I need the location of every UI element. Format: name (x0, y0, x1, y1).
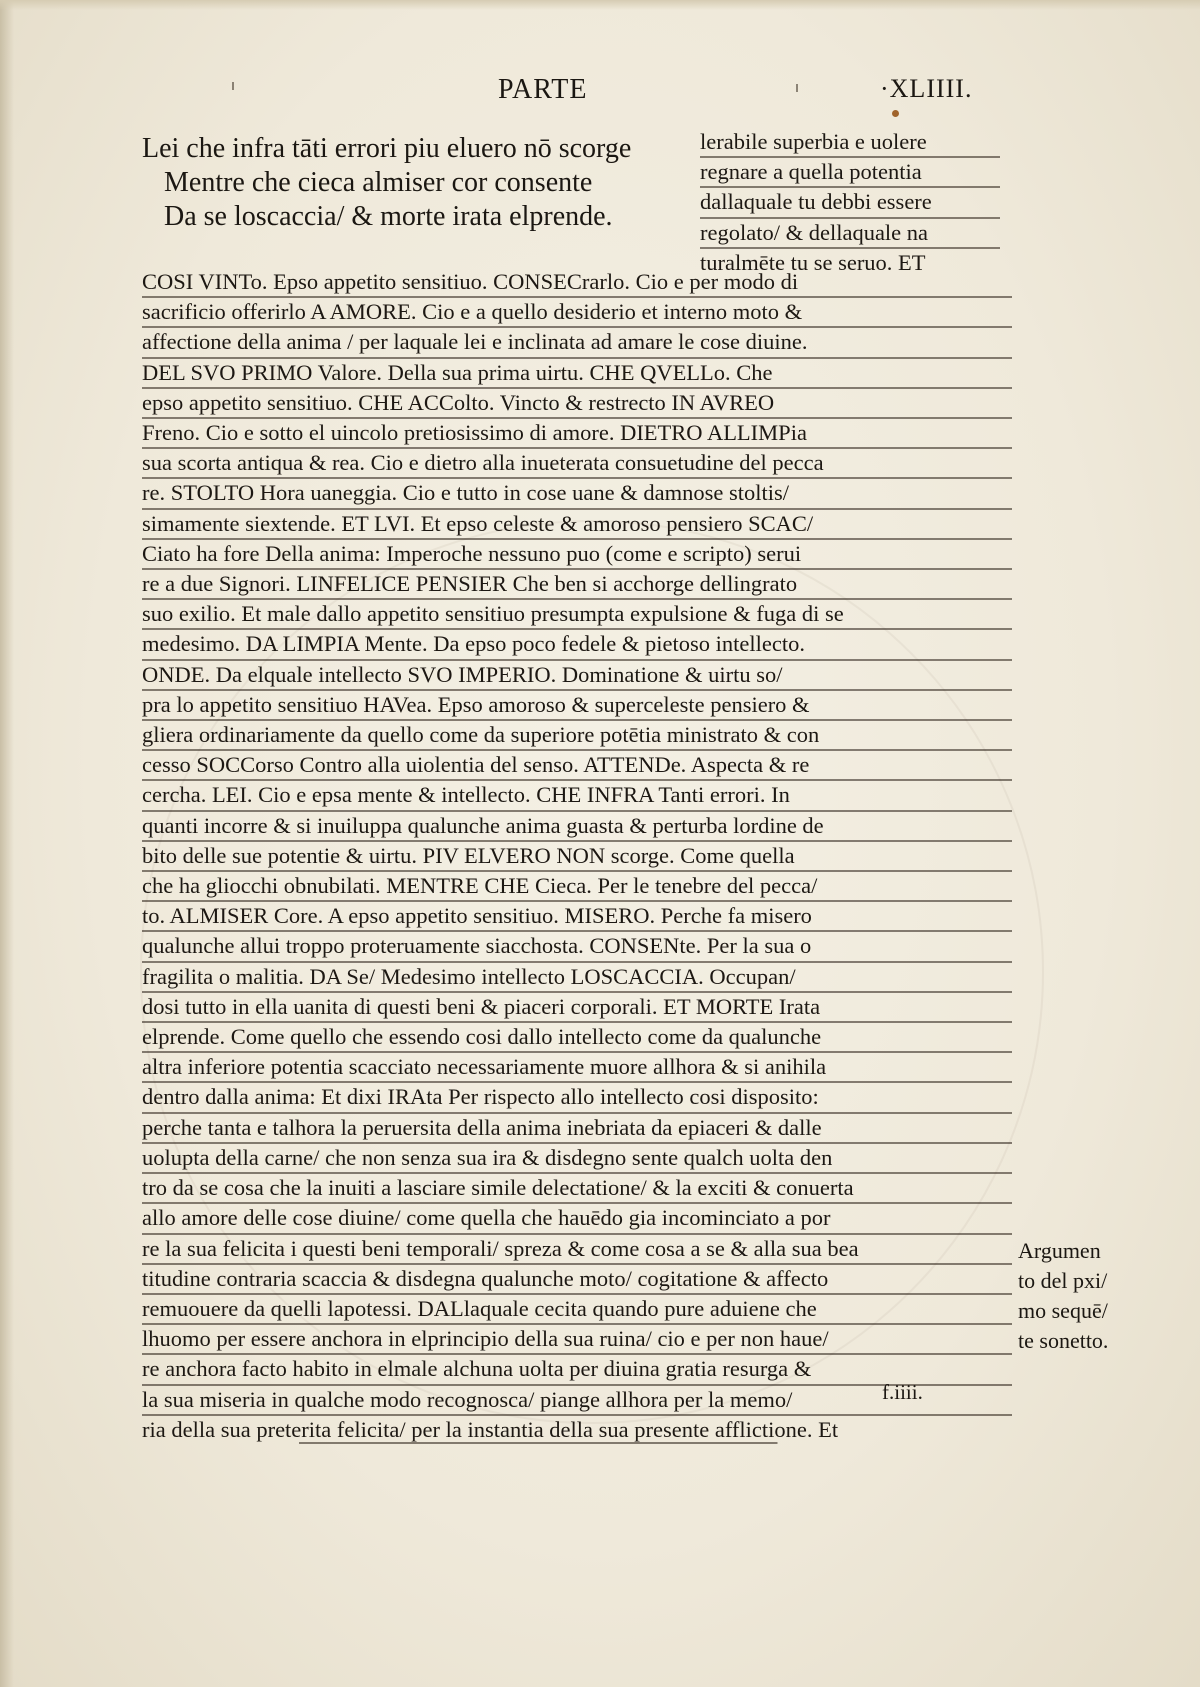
page-edge-shadow (0, 0, 14, 1687)
text-line: suo exilio. Et male dallo appetito sensitiuo presumpta expulsione & fuga di se (142, 600, 1012, 630)
verse-line: Mentre che cieca almiser cor consente (164, 167, 593, 198)
text-line: perche tanta e talhora la peruersita della anima inebriata da epiaceri & dalle (142, 1114, 1012, 1144)
text-line: dallaquale tu debbi essere (700, 188, 1000, 218)
text-line: lhuomo per essere anchora in elprincipio della sua ruina/ cio e per non haue/ (142, 1325, 1012, 1355)
text-line: elprende. Come quello che essendo cosi dallo intellecto come da qualunche (142, 1023, 1012, 1053)
commentary-main-text (142, 268, 1012, 1444)
text-line: re a due Signori. LINFELICE PENSIER Che ben si acchorge dellingrato (142, 570, 1012, 600)
text-line: pra lo appetito sensitiuo HAVea. Epso amoroso & superceleste pensiero & (142, 691, 1012, 721)
text-line: dosi tutto in ella uanita di questi beni & piaceri corporali. ET MORTE Irata (142, 993, 1012, 1023)
margin-note-line: mo sequē/ (1018, 1298, 1108, 1323)
text-line: ria della sua preterita felicita/ per la instantia della sua presente afflictione. Et (142, 1416, 1012, 1444)
ink-speck (796, 84, 798, 92)
page-top-shadow (0, 0, 1200, 10)
text-line: lerabile superbia e uolere (700, 128, 1000, 158)
text-line: Ciato ha fore Della anima: Imperoche nessuno puo (come e scripto) serui (142, 540, 1012, 570)
text-line: sua scorta antiqua & rea. Cio e dietro alla inueterata consuetudine del pecca (142, 449, 1012, 479)
text-line: qualunche allui troppo proteruamente siacchosta. CONSENte. Per la sua o (142, 932, 1012, 962)
text-line: ONDE. Da elquale intellecto SVO IMPERIO. Dominatione & uirtu so/ (142, 661, 1012, 691)
text-line: regnare a quella potentia (700, 158, 1000, 188)
text-line: allo amore delle cose diuine/ come quella che hauēdo gia incominciato a por (142, 1204, 1012, 1234)
margin-note-line: to del pxi/ (1018, 1268, 1108, 1293)
text-line: Freno. Cio e sotto el uincolo pretiosissimo di amore. DIETRO ALLIMPia (142, 419, 1012, 449)
text-line: sacrificio offerirlo A AMORE. Cio e a quello desiderio et interno moto & (142, 298, 1012, 328)
text-line: uolupta della carne/ che non senza sua ira & disdegno sente qualch uolta den (142, 1144, 1012, 1174)
text-line: dentro dalla anima: Et dixi IRAta Per rispecto allo intellecto cosi disposito: (142, 1083, 1012, 1113)
text-line: cercha. LEI. Cio e epsa mente & intellecto. CHE INFRA Tanti errori. In (142, 781, 1012, 811)
text-line: re. STOLTO Hora uaneggia. Cio e tutto in cose uane & damnose stoltis/ (142, 479, 1012, 509)
ink-speck (232, 82, 234, 90)
signature-mark: f.iiii. (882, 1380, 923, 1404)
verse-line: Da se loscaccia/ & morte irata elprende. (164, 201, 613, 232)
sonnet-verse (142, 132, 697, 234)
text-line: COSI VINTo. Epso appetito sensitiuo. CONSECrarlo. Cio e per modo di (142, 268, 1012, 298)
text-line: epso appetito sensitiuo. CHE ACColto. Vincto & restrecto IN AVREO (142, 389, 1012, 419)
text-line: tro da se cosa che la inuiti a lasciare simile delectatione/ & la exciti & conuerta (142, 1174, 1012, 1204)
text-line: titudine contraria scaccia & disdegna qualunche moto/ cogitatione & affecto (142, 1265, 1012, 1295)
text-line: fragilita o malitia. DA Se/ Medesimo intellecto LOSCACCIA. Occupan/ (142, 963, 1012, 993)
text-line: regolato/ & dellaquale na (700, 219, 1000, 249)
text-line: che ha gliocchi obnubilati. MENTRE CHE Cieca. Per le tenebre del pecca/ (142, 872, 1012, 902)
folio-number: ·XLIIII. (880, 74, 973, 103)
text-line: to. ALMISER Core. A epso appetito sensitiuo. MISERO. Perche fa misero (142, 902, 1012, 932)
margin-note-line: te sonetto. (1018, 1328, 1109, 1353)
text-line: re anchora facto habito in elmale alchuna uolta per diuina gratia resurga & (142, 1355, 1012, 1385)
text-line: medesimo. DA LIMPIA Mente. Da epso poco fedele & pietoso intellecto. (142, 630, 1012, 660)
text-line: quanti incorre & si inuiluppa qualunche anima guasta & perturba lordine de (142, 812, 1012, 842)
text-line: remuouere da quelli lapotessi. DALlaquale cecita quando pure aduiene che (142, 1295, 1012, 1325)
text-line: bito delle sue potentie & uirtu. PIV ELVERO NON scorge. Come quella (142, 842, 1012, 872)
text-line: turalmēte tu se seruo. ET (700, 249, 926, 275)
text-line: gliera ordinariamente da quello come da superiore potētia ministrato & con (142, 721, 1012, 751)
ink-dot (892, 110, 899, 117)
text-line: simamente siextende. ET LVI. Et epso celeste & amoroso pensiero SCAC/ (142, 510, 1012, 540)
text-line: affectione della anima / per laquale lei e inclinata ad amare le cose diuine. (142, 328, 1012, 358)
text-line: re la sua felicita i questi beni temporali/ spreza & come cosa a se & alla sua bea (142, 1235, 1012, 1265)
margin-note-line: Argumen (1018, 1238, 1101, 1263)
text-line: DEL SVO PRIMO Valore. Della sua prima uirtu. CHE QVELLo. Che (142, 359, 1012, 389)
text-line: la sua miseria in qualche modo recognosca/ piange allhora per la memo/ (142, 1386, 1012, 1416)
running-head: PARTE (498, 74, 588, 105)
marginal-note (1018, 1236, 1138, 1356)
commentary-right-column (700, 128, 1000, 277)
text-line: altra inferiore potentia scacciato necessariamente muore allhora & si anihila (142, 1053, 1012, 1083)
verse-line: Lei che infra tāti errori piu eluero nō scorge (142, 133, 632, 164)
text-line: cesso SOCCorso Contro alla uiolentia del senso. ATTENDe. Aspecta & re (142, 751, 1012, 781)
